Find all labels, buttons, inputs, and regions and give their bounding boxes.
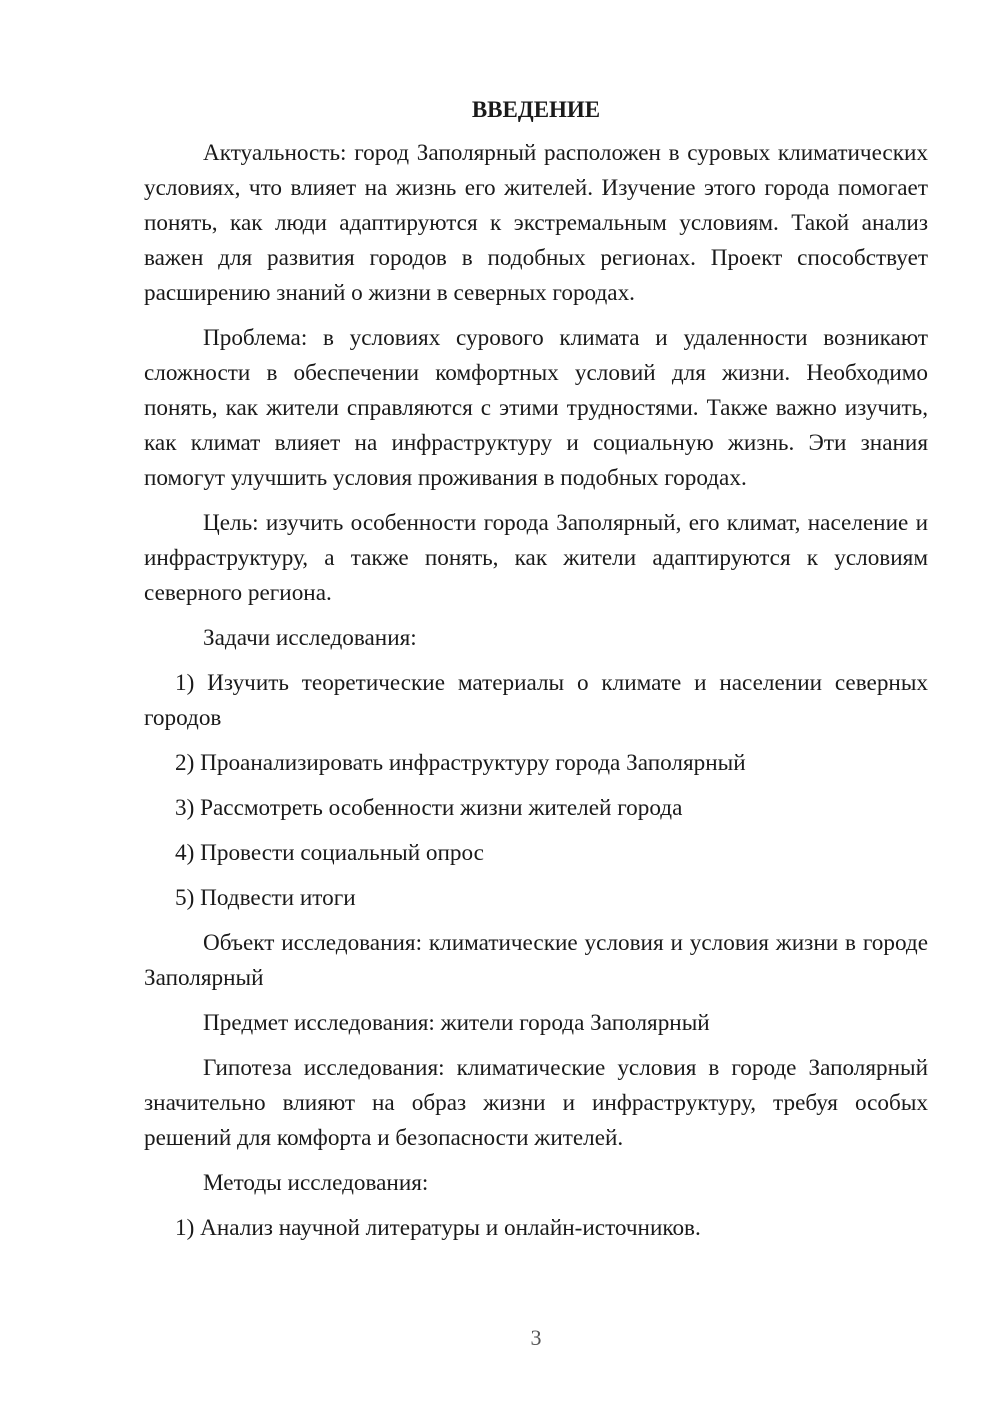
method-item-1: 1) Анализ научной литературы и онлайн-источников. — [175, 1215, 701, 1241]
task-item-3: 3) Рассмотреть особенности жизни жителей города — [175, 795, 683, 821]
document-page — [144, 94, 928, 1256]
hypothesis-paragraph: Гипотеза исследования: климатические условия в городе Заполярный значительно влияют на образ жизни и инфраструктуру, требуя особых решений для комфорта и безопасности жителей. — [144, 1055, 928, 1151]
problem-paragraph: Проблема: в условиях сурового климата и удаленности возникают сложности в обеспечении комфортных условий для жизни. Необходимо понять, как жители справляются с этими трудностями. Также важно изучить, как климат влияет на инфраструктуру и социальную жизнь. Эти знания помогут улучшить условия проживания в подобных городах. — [144, 325, 928, 491]
subject-paragraph: Предмет исследования: жители города Заполярный — [203, 1010, 710, 1036]
tasks-title: Задачи исследования: — [203, 625, 417, 651]
task-item-4: 4) Провести социальный опрос — [175, 840, 484, 866]
page-number: 3 — [530, 1325, 542, 1350]
goal-paragraph: Цель: изучить особенности города Заполярный, его климат, население и инфраструктуру, а также понять, как жители адаптируются к условиям северного региона. — [144, 510, 928, 606]
task-item-1: 1) Изучить теоретические материалы о климате и населении северных городов — [144, 670, 928, 731]
task-item-2: 2) Проанализировать инфраструктуру города Заполярный — [175, 750, 746, 776]
relevance-paragraph: Актуальность: город Заполярный расположен в суровых климатических условиях, что влияет на жизнь его жителей. Изучение этого города помогает понять, как люди адаптируются к экстремальным условиям. Такой анализ важен для развития городов в подобных регионах. Проект способствует расширению знаний о жизни в северных городах. — [144, 140, 928, 306]
task-item-5: 5) Подвести итоги — [175, 885, 356, 911]
section-heading: ВВЕДЕНИЕ — [471, 97, 601, 122]
object-paragraph: Объект исследования: климатические условия и условия жизни в городе Заполярный — [144, 930, 928, 991]
methods-title: Методы исследования: — [203, 1170, 429, 1196]
